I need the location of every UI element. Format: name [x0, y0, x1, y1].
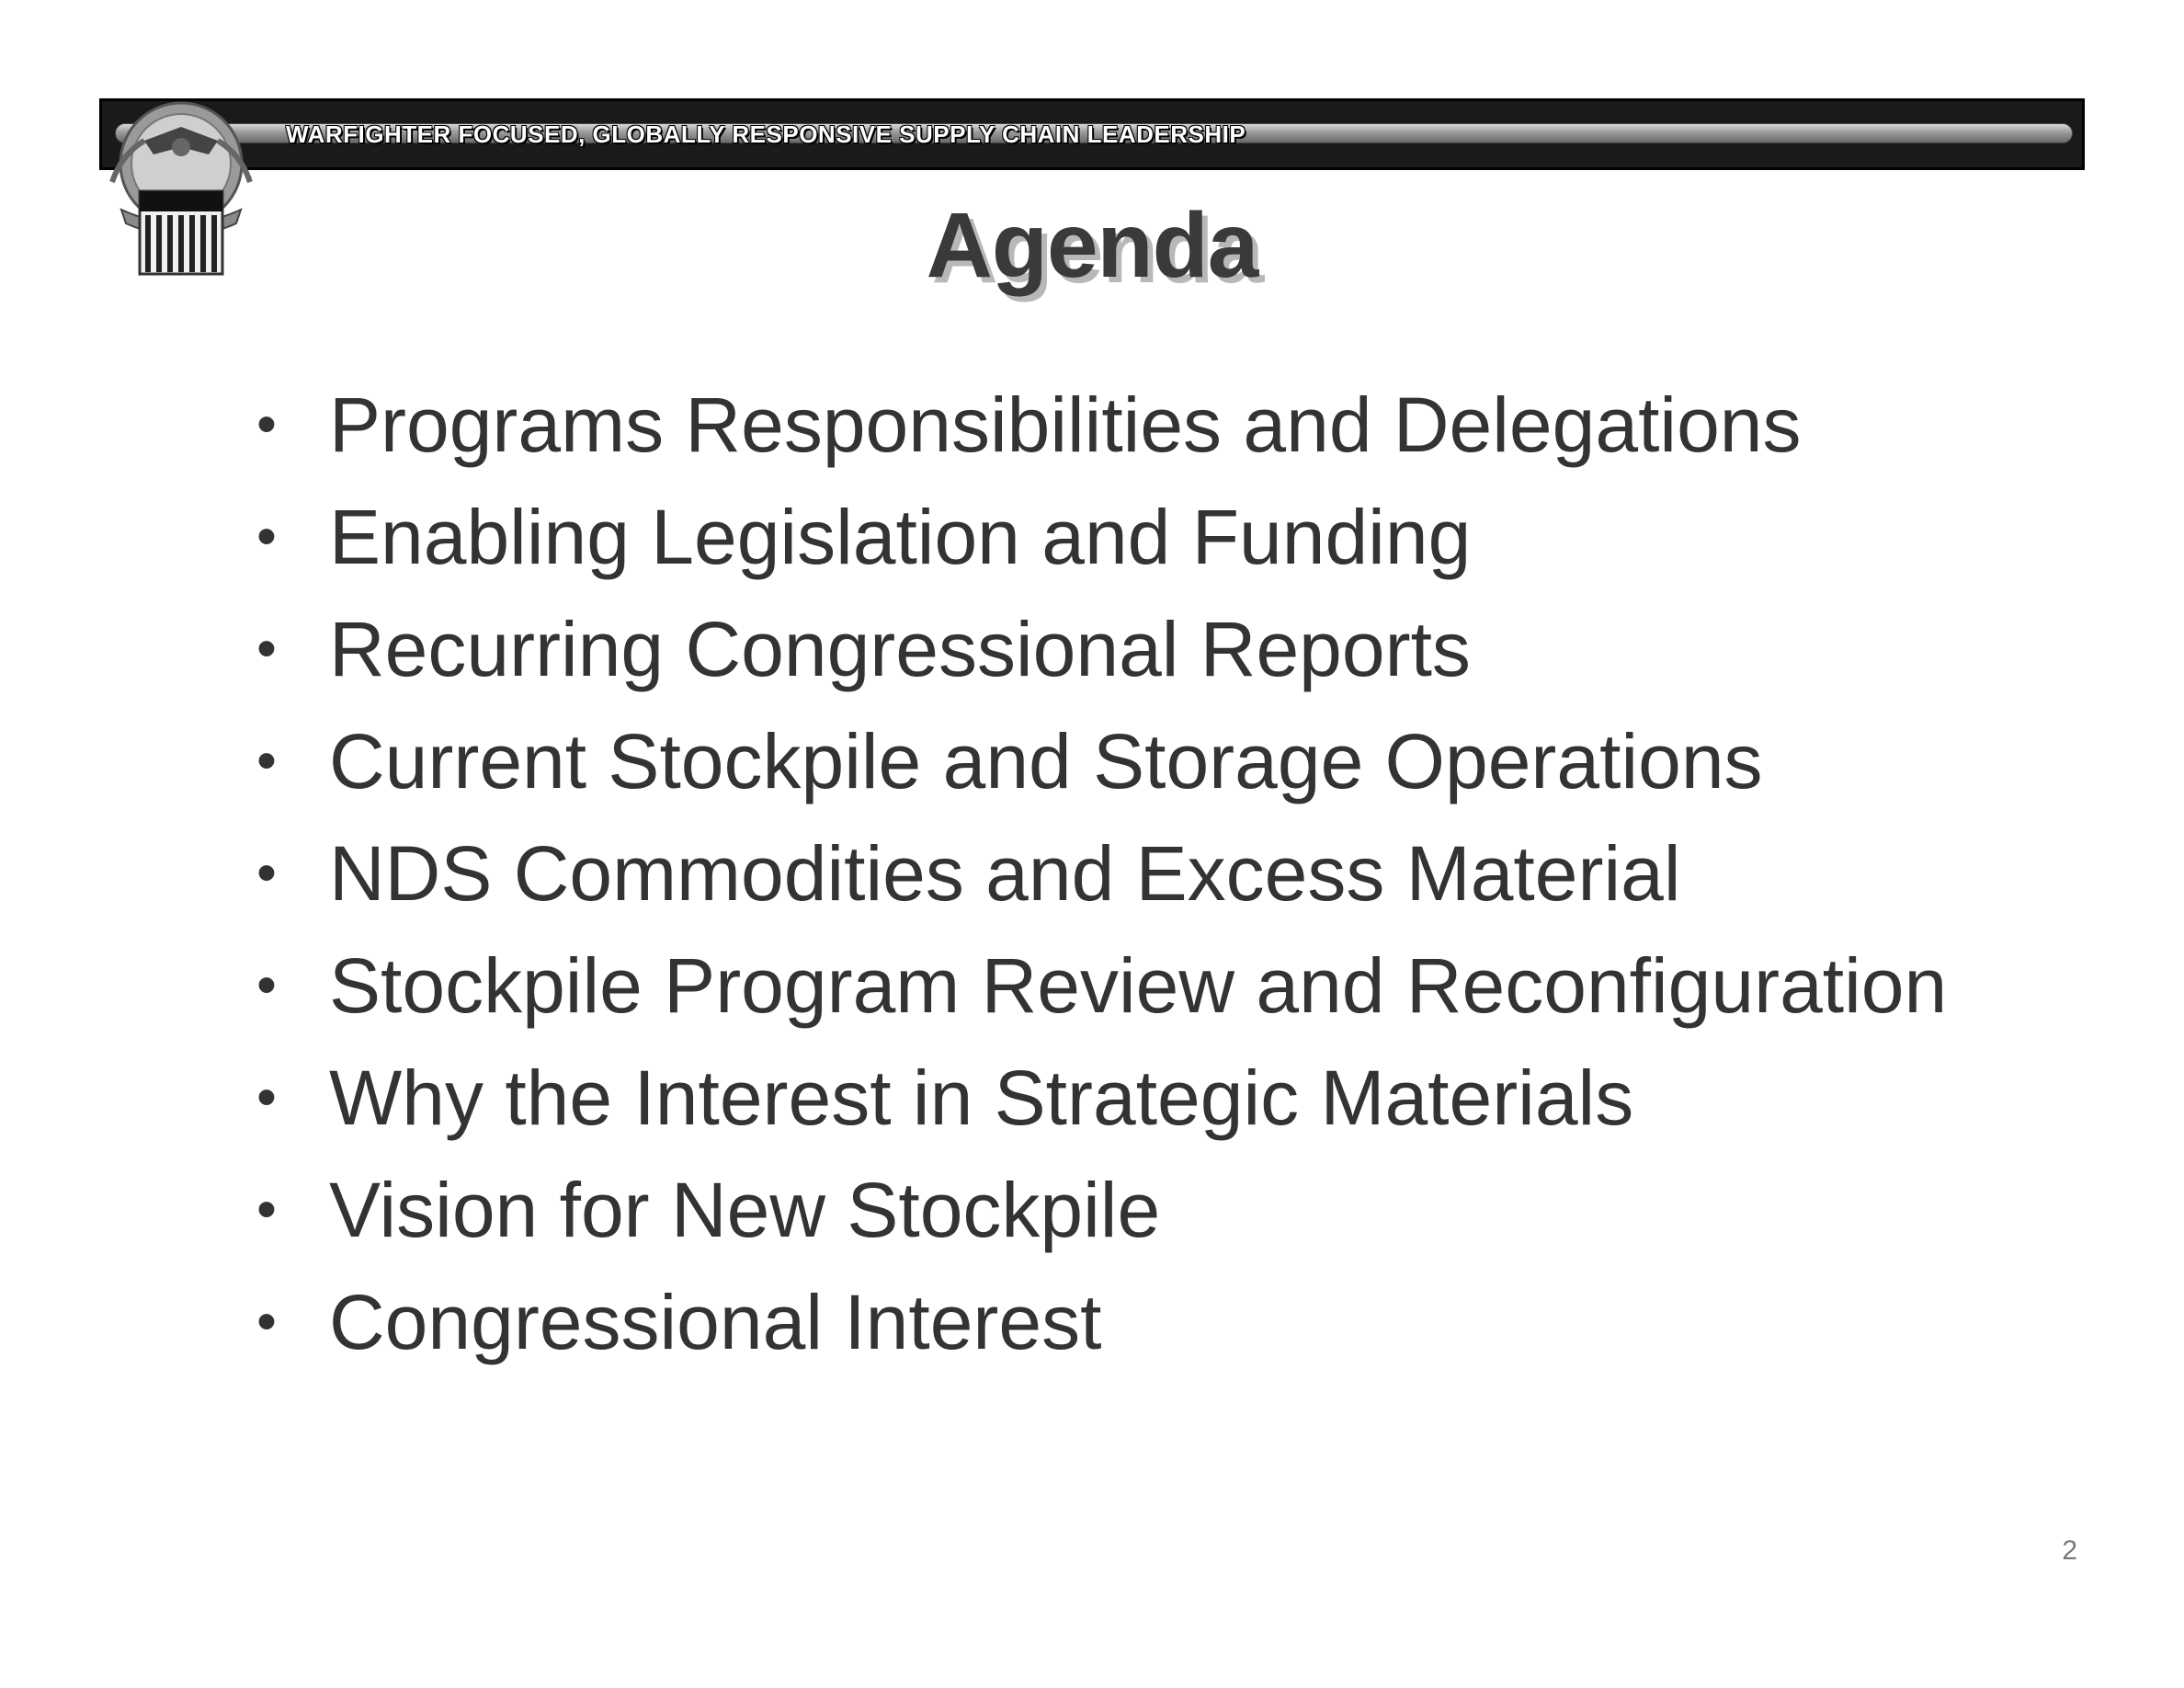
agenda-item [248, 377, 1947, 489]
agenda-item-label: Current Stockpile and Storage Operations [329, 718, 1763, 804]
bullet-icon: • [256, 1178, 277, 1241]
agenda-item [248, 713, 1947, 826]
slide-title: Agenda [926, 194, 1258, 297]
bullet-icon: • [256, 953, 277, 1017]
agenda-item [248, 1274, 1947, 1386]
bullet-icon: • [256, 393, 277, 456]
agenda-item-label: Programs Responsibilities and Delegations [329, 382, 1802, 468]
agenda-item-label: Vision for New Stockpile [329, 1167, 1161, 1253]
agenda-item [248, 938, 1947, 1050]
agenda-item [248, 489, 1947, 601]
agenda-item-label: Enabling Legislation and Funding [329, 494, 1472, 580]
agenda-list [248, 377, 1947, 1386]
agenda-item-label: Why the Interest in Strategic Materials [329, 1055, 1634, 1141]
header-banner [99, 98, 2085, 170]
agenda-item [248, 601, 1947, 713]
agenda-item-label: Recurring Congressional Reports [329, 606, 1471, 692]
bullet-icon: • [256, 1066, 277, 1129]
banner-text: WARFIGHTER FOCUSED, GLOBALLY RESPONSIVE SUPPLY CHAIN LEADERSHIP [286, 120, 1246, 148]
page-number: 2 [2062, 1535, 2077, 1566]
agenda-item [248, 1050, 1947, 1162]
bullet-icon: • [256, 505, 277, 568]
agenda-item [248, 826, 1947, 938]
bullet-icon: • [256, 729, 277, 793]
agenda-item [248, 1162, 1947, 1274]
bullet-icon: • [256, 617, 277, 680]
agenda-item-label: Stockpile Program Review and Reconfiguration [329, 942, 1948, 1029]
bullet-icon: • [256, 841, 277, 905]
bullet-icon: • [256, 1290, 277, 1353]
agenda-item-label: NDS Commodities and Excess Material [329, 830, 1681, 917]
agenda-item-label: Congressional Interest [329, 1279, 1102, 1365]
